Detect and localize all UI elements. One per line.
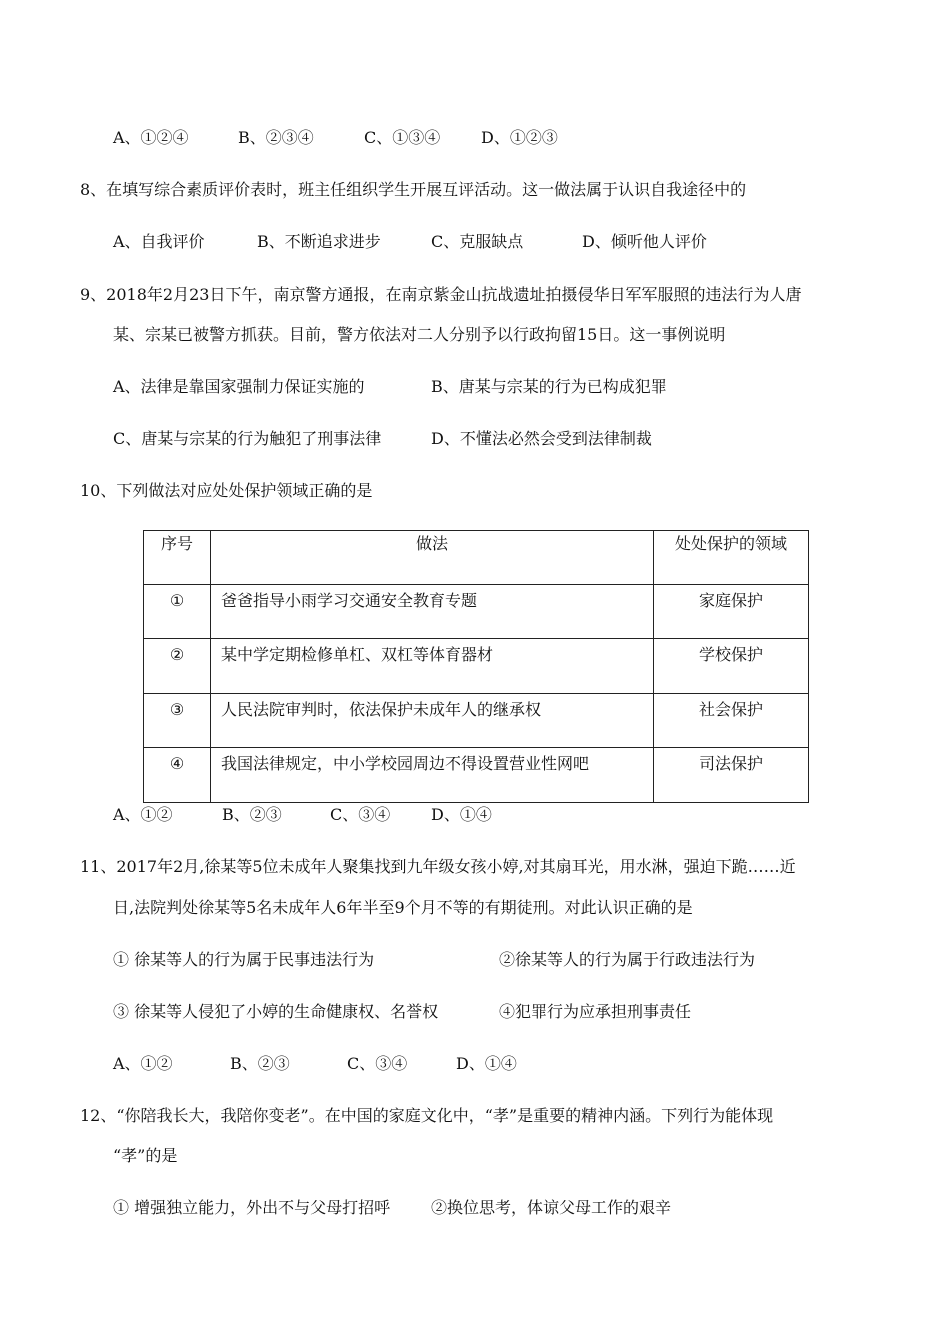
q9-stem-line1: 9、2018年2月23日下午，南京警方通报，在南京紫金山抗战遗址拍摄侵华日军军服照的违法行为人唐 (80, 285, 802, 304)
row-domain: 学校保护 (654, 639, 809, 694)
row-domain: 社会保护 (654, 694, 809, 748)
row-practice: 爸爸指导小雨学习交通安全教育专题 (211, 585, 654, 639)
q12-statement-2: ②换位思考，体谅父母工作的艰辛 (431, 1198, 672, 1217)
q10-option-b: B、②③ (222, 805, 282, 824)
q11-stem-line2: 日,法院判处徐某等5名未成年人6年半至9个月不等的有期徒刑。对此认识正确的是 (113, 898, 693, 917)
q10-option-c: C、③④ (330, 805, 391, 824)
table-header-row (144, 531, 809, 585)
q11-statement-1: ① 徐某等人的行为属于民事违法行为 (113, 950, 375, 969)
q10-stem: 10、下列做法对应处处保护领域正确的是 (80, 481, 373, 500)
q11-statement-4: ④犯罪行为应承担刑事责任 (499, 1002, 692, 1021)
q8-option-b: B、不断追求进步 (257, 232, 381, 251)
header-index: 序号 (144, 531, 211, 585)
q9-option-a: A、法律是靠国家强制力保证实施的 (113, 377, 365, 396)
q12-stem-line2: “孝”的是 (113, 1146, 178, 1165)
table-row (144, 748, 809, 803)
header-practice: 做法 (211, 531, 654, 585)
q8-option-a: A、自我评价 (113, 232, 205, 251)
q9-option-d: D、不懂法必然会受到法律制裁 (431, 429, 652, 448)
q11-option-c: C、③④ (347, 1054, 408, 1073)
q7-option-c: C、①③④ (364, 128, 441, 147)
q9-stem-line2: 某、宗某已被警方抓获。目前，警方依法对二人分别予以行政拘留15日。这一事例说明 (113, 325, 726, 344)
table-row (144, 639, 809, 694)
q7-option-b: B、②③④ (238, 128, 314, 147)
q11-statement-3: ③ 徐某等人侵犯了小婷的生命健康权、名誉权 (113, 1002, 439, 1021)
q7-option-a: A、①②④ (113, 128, 189, 147)
row-domain: 司法保护 (654, 748, 809, 803)
q11-stem-line1: 11、2017年2月,徐某等5位未成年人聚集找到九年级女孩小婷,对其扇耳光，用水淋，强迫下跪……近 (80, 857, 796, 876)
row-practice: 人民法院审判时，依法保护未成年人的继承权 (211, 694, 654, 748)
row-index: ① (144, 585, 211, 639)
table-row (144, 694, 809, 748)
q8-option-d: D、倾听他人评价 (582, 232, 707, 251)
row-practice: 我国法律规定，中小学校园周边不得设置营业性网吧 (211, 748, 654, 803)
q11-option-b: B、②③ (230, 1054, 290, 1073)
row-index: ② (144, 639, 211, 694)
row-index: ③ (144, 694, 211, 748)
header-domain: 处处保护的领域 (654, 531, 809, 585)
q12-stem-line1: 12、“你陪我长大，我陪你变老”。在中国的家庭文化中，“孝”是重要的精神内涵。下列行为能体现 (80, 1106, 774, 1125)
q11-statement-2: ②徐某等人的行为属于行政违法行为 (499, 950, 756, 969)
q7-option-d: D、①②③ (481, 128, 558, 147)
table-row (144, 585, 809, 639)
q12-statement-1: ① 增强独立能力，外出不与父母打招呼 (113, 1198, 391, 1217)
q10-option-a: A、①② (113, 805, 173, 824)
q11-option-d: D、①④ (456, 1054, 517, 1073)
q11-option-a: A、①② (113, 1054, 173, 1073)
q10-option-d: D、①④ (431, 805, 492, 824)
q9-option-c: C、唐某与宗某的行为触犯了刑事法律 (113, 429, 382, 448)
protection-table (143, 530, 809, 803)
row-domain: 家庭保护 (654, 585, 809, 639)
q8-stem: 8、在填写综合素质评价表时，班主任组织学生开展互评活动。这一做法属于认识自我途径中的 (80, 180, 747, 199)
row-practice: 某中学定期检修单杠、双杠等体育器材 (211, 639, 654, 694)
q9-option-b: B、唐某与宗某的行为已构成犯罪 (431, 377, 667, 396)
row-index: ④ (144, 748, 211, 803)
q8-option-c: C、克服缺点 (431, 232, 524, 251)
